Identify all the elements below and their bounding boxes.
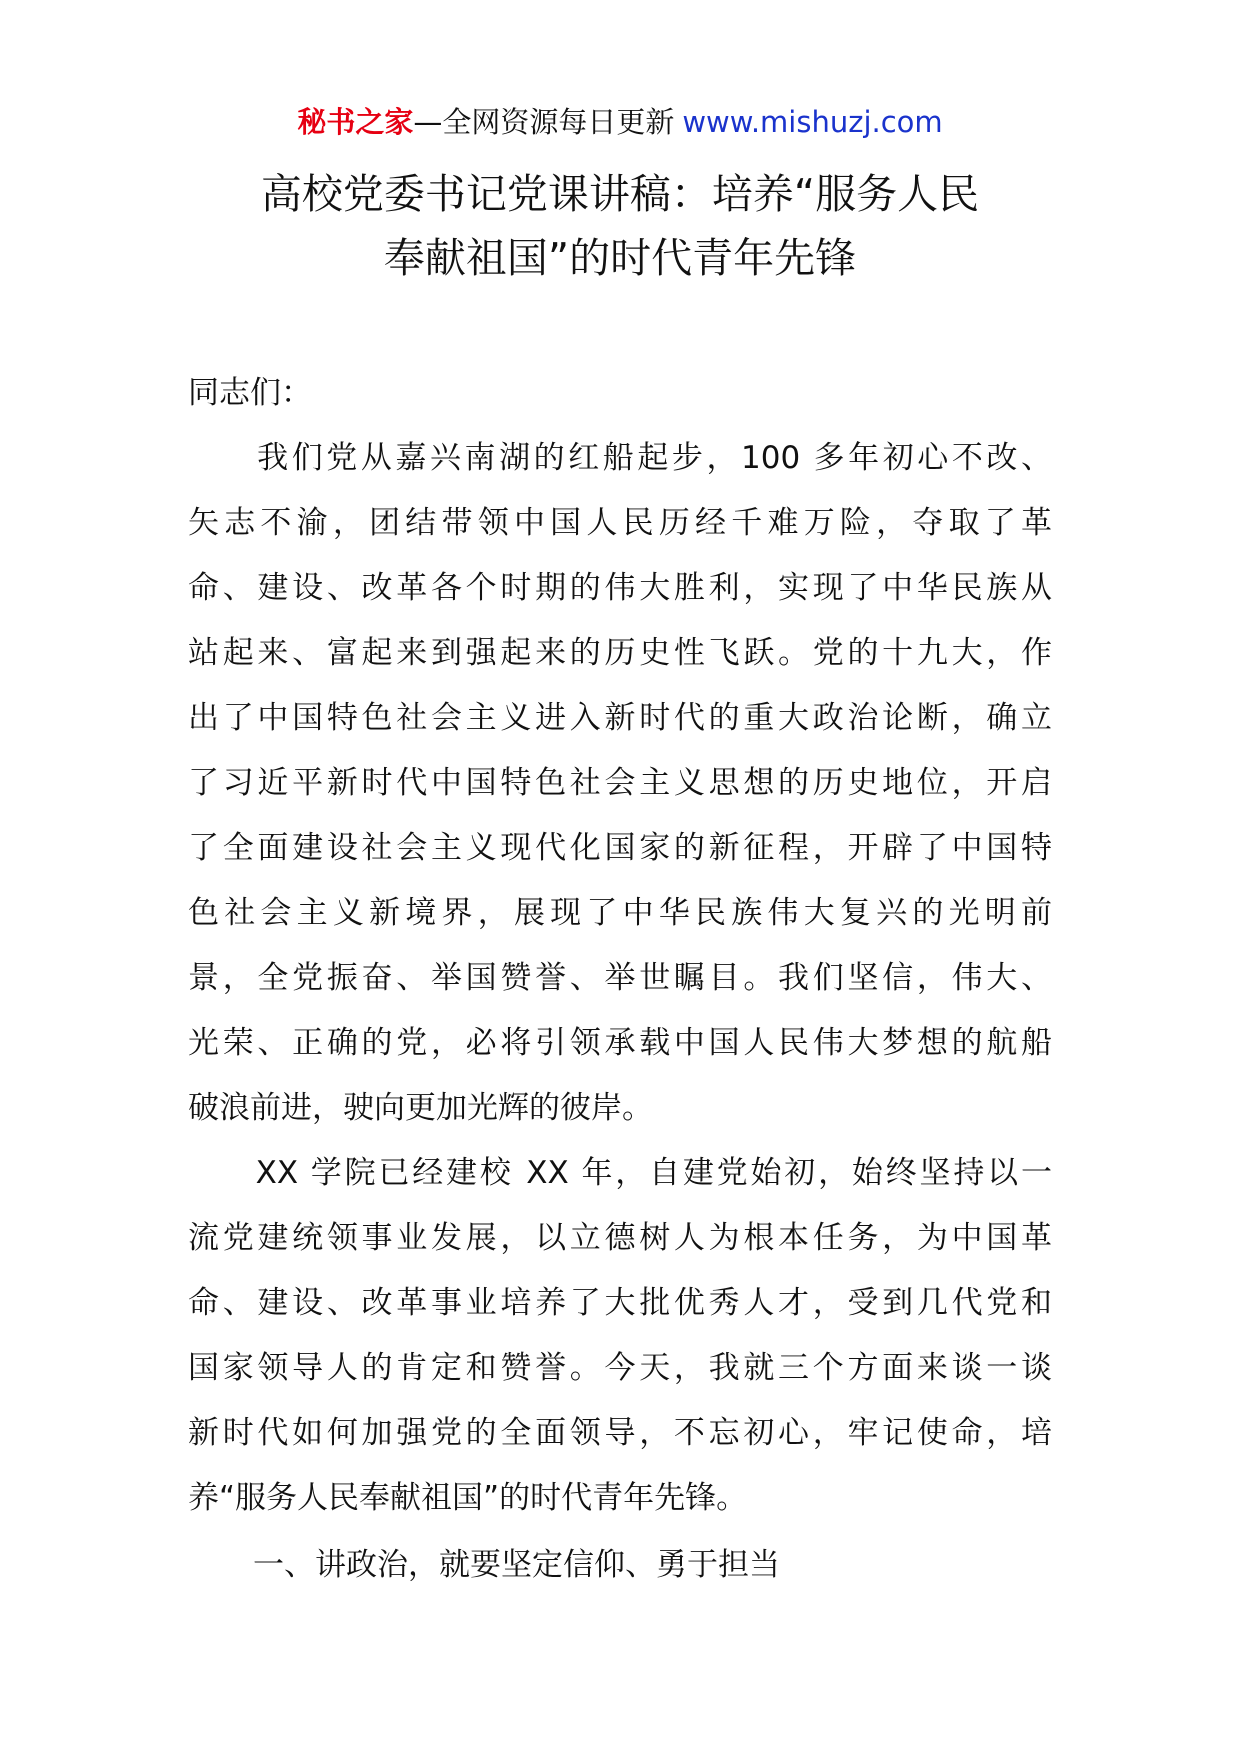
- paragraph-1-line: 色社会主义新境界，展现了中华民族伟大复兴的光明前: [188, 895, 1052, 931]
- paragraph-2-line: 流党建统领事业发展，以立德树人为根本任务，为中国革: [188, 1220, 1052, 1256]
- paragraph-1-line: 光荣、正确的党，必将引领承载中国人民伟大梦想的航船: [188, 1025, 1052, 1061]
- paragraph-1-line: 破浪前进，驶向更加光辉的彼岸。: [188, 1090, 653, 1126]
- paragraph-2-line: XX 学院已经建校 XX 年，自建党始初，始终坚持以一: [188, 1155, 1052, 1191]
- document-body: [188, 361, 1052, 1531]
- paragraph-1-line: 景，全党振奋、举国赞誉、举世瞩目。我们坚信，伟大、: [188, 960, 1052, 996]
- title-line-2: 奉献祖国”的时代青年先锋: [383, 234, 857, 282]
- site-header: [0, 100, 1240, 144]
- paragraph-1-line: 站起来、富起来到强起来的历史性飞跃。党的十九大，作: [188, 635, 1052, 671]
- paragraph-2-line: 养“服务人民奉献祖国”的时代青年先锋。: [188, 1480, 748, 1516]
- salutation: 同志们：: [188, 375, 312, 411]
- paragraph-2-line: 命、建设、改革事业培养了大批优秀人才，受到几代党和: [188, 1285, 1052, 1321]
- paragraph-2-line: 新时代如何加强党的全面领导，不忘初心，牢记使命，培: [188, 1415, 1052, 1451]
- paragraph-1-line: 命、建设、改革各个时期的伟大胜利，实现了中华民族从: [188, 570, 1052, 606]
- paragraph-1-line: 了全面建设社会主义现代化国家的新征程，开辟了中国特: [188, 830, 1052, 866]
- paragraph-2-line: 国家领导人的肯定和赞誉。今天，我就三个方面来谈一谈: [188, 1350, 1052, 1386]
- site-slogan: —全网资源每日更新: [413, 105, 675, 139]
- title-line-1: 高校党委书记党课讲稿：培养“服务人民: [260, 170, 980, 218]
- paragraph-1-line: 了习近平新时代中国特色社会主义思想的历史地位，开启: [188, 765, 1052, 801]
- paragraph-1-line: 出了中国特色社会主义进入新时代的重大政治论断，确立: [188, 700, 1052, 736]
- paragraph-1-line: 我们党从嘉兴南湖的红船起步，100 多年初心不改、: [188, 440, 1052, 476]
- document-title: [180, 162, 1060, 290]
- site-url-link[interactable]: www.mishuzj.com: [682, 105, 943, 139]
- section-heading-1: 一、讲政治，就要坚定信仰、勇于担当: [253, 1547, 780, 1583]
- site-brand: 秘书之家: [297, 105, 414, 139]
- paragraph-1-line: 矢志不渝，团结带领中国人民历经千难万险，夺取了革: [188, 505, 1052, 541]
